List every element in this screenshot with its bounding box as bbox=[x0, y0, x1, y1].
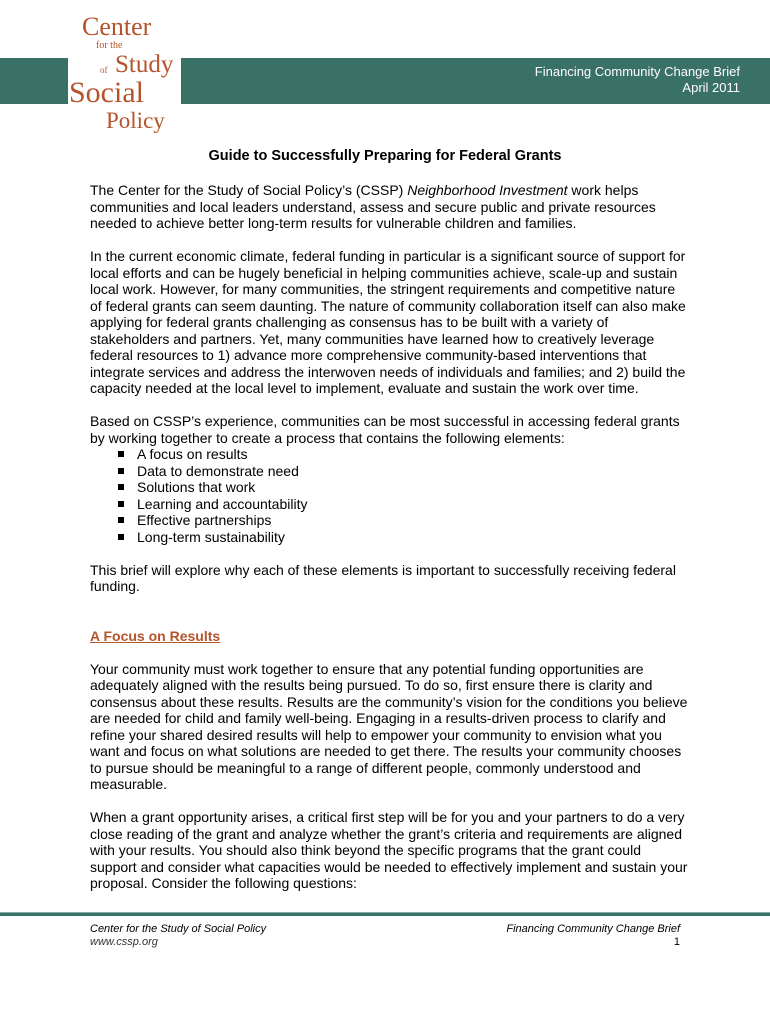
paragraph: This brief will explore why each of these elements is important to successfully receiving federal funding. bbox=[90, 561, 676, 594]
page-title: Guide to Successfully Preparing for Federal Grants bbox=[208, 148, 562, 164]
list-item: A focus on results bbox=[90, 446, 690, 463]
logo-text: Social bbox=[69, 76, 144, 109]
page-number: 1 bbox=[673, 936, 680, 948]
logo-text: Center bbox=[82, 12, 152, 41]
logo-text: of bbox=[100, 65, 108, 75]
text: The Center for the Study of Social Policy’s (CSSP) bbox=[90, 182, 408, 198]
footer-publication: Financing Community Change Brief bbox=[506, 923, 680, 935]
elements-list bbox=[90, 446, 690, 545]
footer-left bbox=[90, 923, 266, 949]
intro-paragraph bbox=[90, 182, 690, 232]
footer-right bbox=[506, 923, 680, 949]
header-publication: Financing Community Change Brief bbox=[534, 64, 740, 79]
paragraph: Based on CSSP’s experience, communities can be most successful in accessing federal grants by working together to create a process that contains the following elements: bbox=[90, 413, 680, 446]
footer-rule bbox=[0, 912, 770, 916]
paragraph: When a grant opportunity arises, a critical first step will be for you and your partners to do a very close reading of the grant and analyze whether the grant’s criteria and requirements are aligned with your results. You should also think beyond the specific programs that the grant could support and consider what capacities would be needed to effectively implement and sustain your proposal. Consider the following questions: bbox=[90, 809, 688, 891]
footer-link[interactable]: www.cssp.org bbox=[90, 936, 158, 948]
italic-text: Neighborhood Investment bbox=[407, 182, 568, 198]
list-item: Data to demonstrate need bbox=[90, 463, 690, 480]
logo-text: for the bbox=[96, 40, 123, 51]
section-heading: A Focus on Results bbox=[90, 627, 221, 644]
list-item: Long-term sustainability bbox=[90, 529, 690, 546]
header-date: April 2011 bbox=[682, 80, 740, 95]
list-item: Effective partnerships bbox=[90, 512, 690, 529]
footer-org: Center for the Study of Social Policy bbox=[90, 923, 267, 935]
cssp-logo bbox=[68, 12, 181, 136]
logo-text: Study bbox=[115, 51, 174, 78]
list-item: Learning and accountability bbox=[90, 496, 690, 513]
list-item: Solutions that work bbox=[90, 479, 690, 496]
body-text bbox=[90, 182, 690, 908]
paragraph: In the current economic climate, federal funding in particular is a significant source of support for local efforts and can be hugely beneficial in helping communities achieve, scale-up and sustain local work. However, for many communities, the stringent requirements and competitive nature of federal grants can seem daunting. The nature of community collaboration itself can also make applying for federal grants challenging as consensus has to be built with a variety of stakeholders and partners. Yet, many communities have learned how to creatively leverage federal resources to 1) advance more comprehensive community-based interventions that integrate services and address the interwoven needs of individuals and families; and 2) build the capacity needed at the local level to implement, evaluate and sustain the work over time. bbox=[90, 248, 686, 396]
logo-text: Policy bbox=[106, 108, 165, 133]
text: work helps communities and local leaders understand, assess and secure public and private resources needed to achieve better long-term results for vulnerable children and families. bbox=[90, 182, 656, 231]
paragraph: Your community must work together to ensure that any potential funding opportunities are adequately aligned with the results being pursued. To do so, first ensure there is clarity and consensus about these results. Results are the community’s vision for the conditions you believe are needed for child and family well-being. Engaging in a results-driven process to clarify and refine your shared desired results will help to empower your community to envision what you want and focus on what solutions are needed to get there. The results your community chooses to pursue should be meaningful to a range of different people, commonly understood and measurable. bbox=[90, 660, 688, 792]
